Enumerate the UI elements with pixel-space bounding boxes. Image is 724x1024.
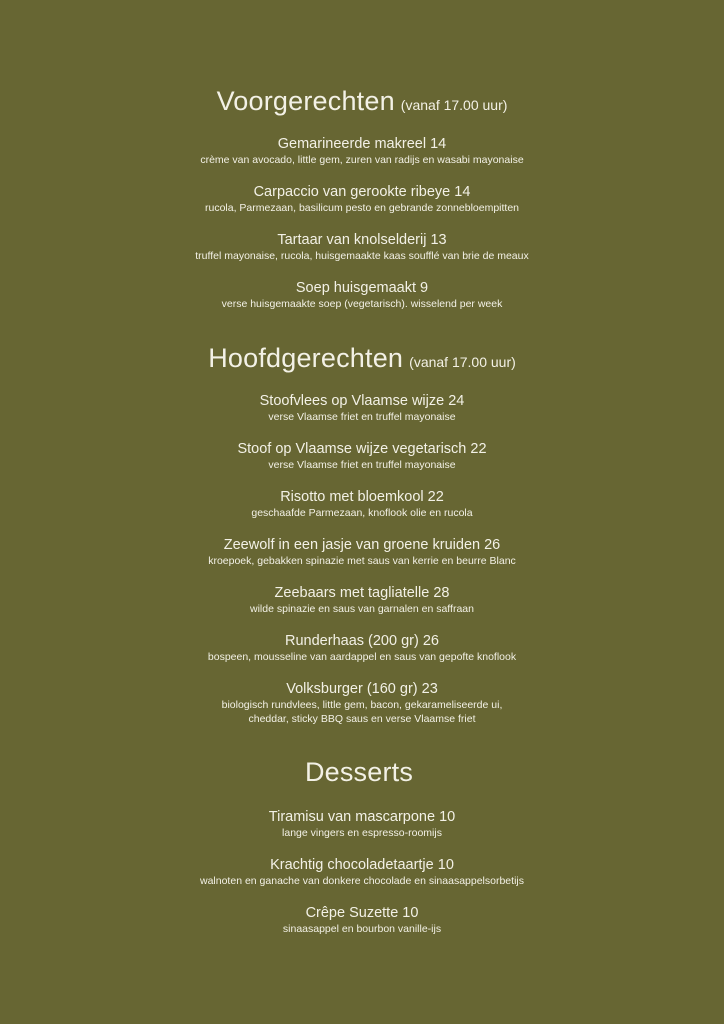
dish-description: bospeen, mousseline van aardappel en saus van gepofte knoflook: [207, 651, 517, 663]
dish-description: verse Vlaamse friet en truffel mayonaise: [268, 411, 456, 423]
dish-description: biologisch rundvlees, little gem, bacon, gekarameliseerde ui,: [221, 699, 503, 711]
section-heading-desserts: [0, 757, 724, 788]
dish-name: Tiramisu van mascarpone 10: [268, 809, 456, 825]
dish-description: geschaafde Parmezaan, knoflook olie en rucola: [251, 507, 473, 519]
dish-name: Zeebaars met tagliatelle 28: [274, 585, 450, 601]
dish-description-line2: cheddar, sticky BBQ saus en verse Vlaamse friet: [248, 713, 476, 725]
dish-name: Volksburger (160 gr) 23: [286, 681, 438, 697]
dish-description: verse Vlaamse friet en truffel mayonaise: [268, 459, 456, 471]
section-heading-hoofdgerechten: [0, 343, 724, 374]
menu-item: [0, 279, 724, 311]
dish-description: verse huisgemaakte soep (vegetarisch). wisselend per week: [221, 298, 503, 310]
menu-item: [0, 536, 724, 568]
menu-item: [0, 183, 724, 215]
dish-name: Zeewolf in een jasje van groene kruiden 26: [223, 537, 501, 553]
menu-item: [0, 904, 724, 936]
menu-item: [0, 231, 724, 263]
menu-item: [0, 680, 724, 726]
dish-description: walnoten en ganache van donkere chocolade en sinaasappelsorbetijs: [200, 875, 524, 887]
dish-name: Runderhaas (200 gr) 26: [285, 633, 439, 649]
dish-description: truffel mayonaise, rucola, huisgemaakte kaas soufflé van brie de meaux: [195, 250, 529, 262]
dish-description: crème van avocado, little gem, zuren van radijs en wasabi mayonaise: [200, 154, 524, 166]
menu-item: [0, 135, 724, 167]
menu-item: [0, 632, 724, 664]
dish-description: wilde spinazie en saus van garnalen en saffraan: [250, 603, 474, 615]
dish-name: Carpaccio van gerookte ribeye 14: [253, 184, 471, 200]
dish-name: Stoof op Vlaamse wijze vegetarisch 22: [237, 441, 487, 457]
dish-name: Crêpe Suzette 10: [305, 905, 419, 921]
section-title: Desserts: [304, 757, 414, 787]
dish-description: rucola, Parmezaan, basilicum pesto en gebrande zonnebloempitten: [204, 202, 520, 214]
section-heading-voorgerechten: [0, 86, 724, 117]
menu-item: [0, 488, 724, 520]
section-subtitle: (vanaf 17.00 uur): [409, 354, 516, 370]
dish-name: Risotto met bloemkool 22: [280, 489, 444, 505]
dish-name: Krachtig chocoladetaartje 10: [270, 857, 454, 873]
menu-item: [0, 392, 724, 424]
section-title: Hoofdgerechten: [208, 343, 404, 373]
dish-description: sinaasappel en bourbon vanille-ijs: [282, 923, 442, 935]
menu-item: [0, 808, 724, 840]
dish-name: Tartaar van knolselderij 13: [277, 232, 447, 248]
menu-item: [0, 440, 724, 472]
section-subtitle: (vanaf 17.00 uur): [400, 97, 508, 113]
menu-item: [0, 584, 724, 616]
dish-name: Gemarineerde makreel 14: [277, 136, 447, 152]
dish-description: kroepoek, gebakken spinazie met saus van kerrie en beurre Blanc: [208, 555, 516, 567]
dish-name: Stoofvlees op Vlaamse wijze 24: [259, 393, 465, 409]
dish-name: Soep huisgemaakt 9: [295, 280, 429, 296]
menu-item: [0, 856, 724, 888]
section-title: Voorgerechten: [216, 86, 395, 116]
dish-description: lange vingers en espresso-roomijs: [282, 827, 442, 839]
